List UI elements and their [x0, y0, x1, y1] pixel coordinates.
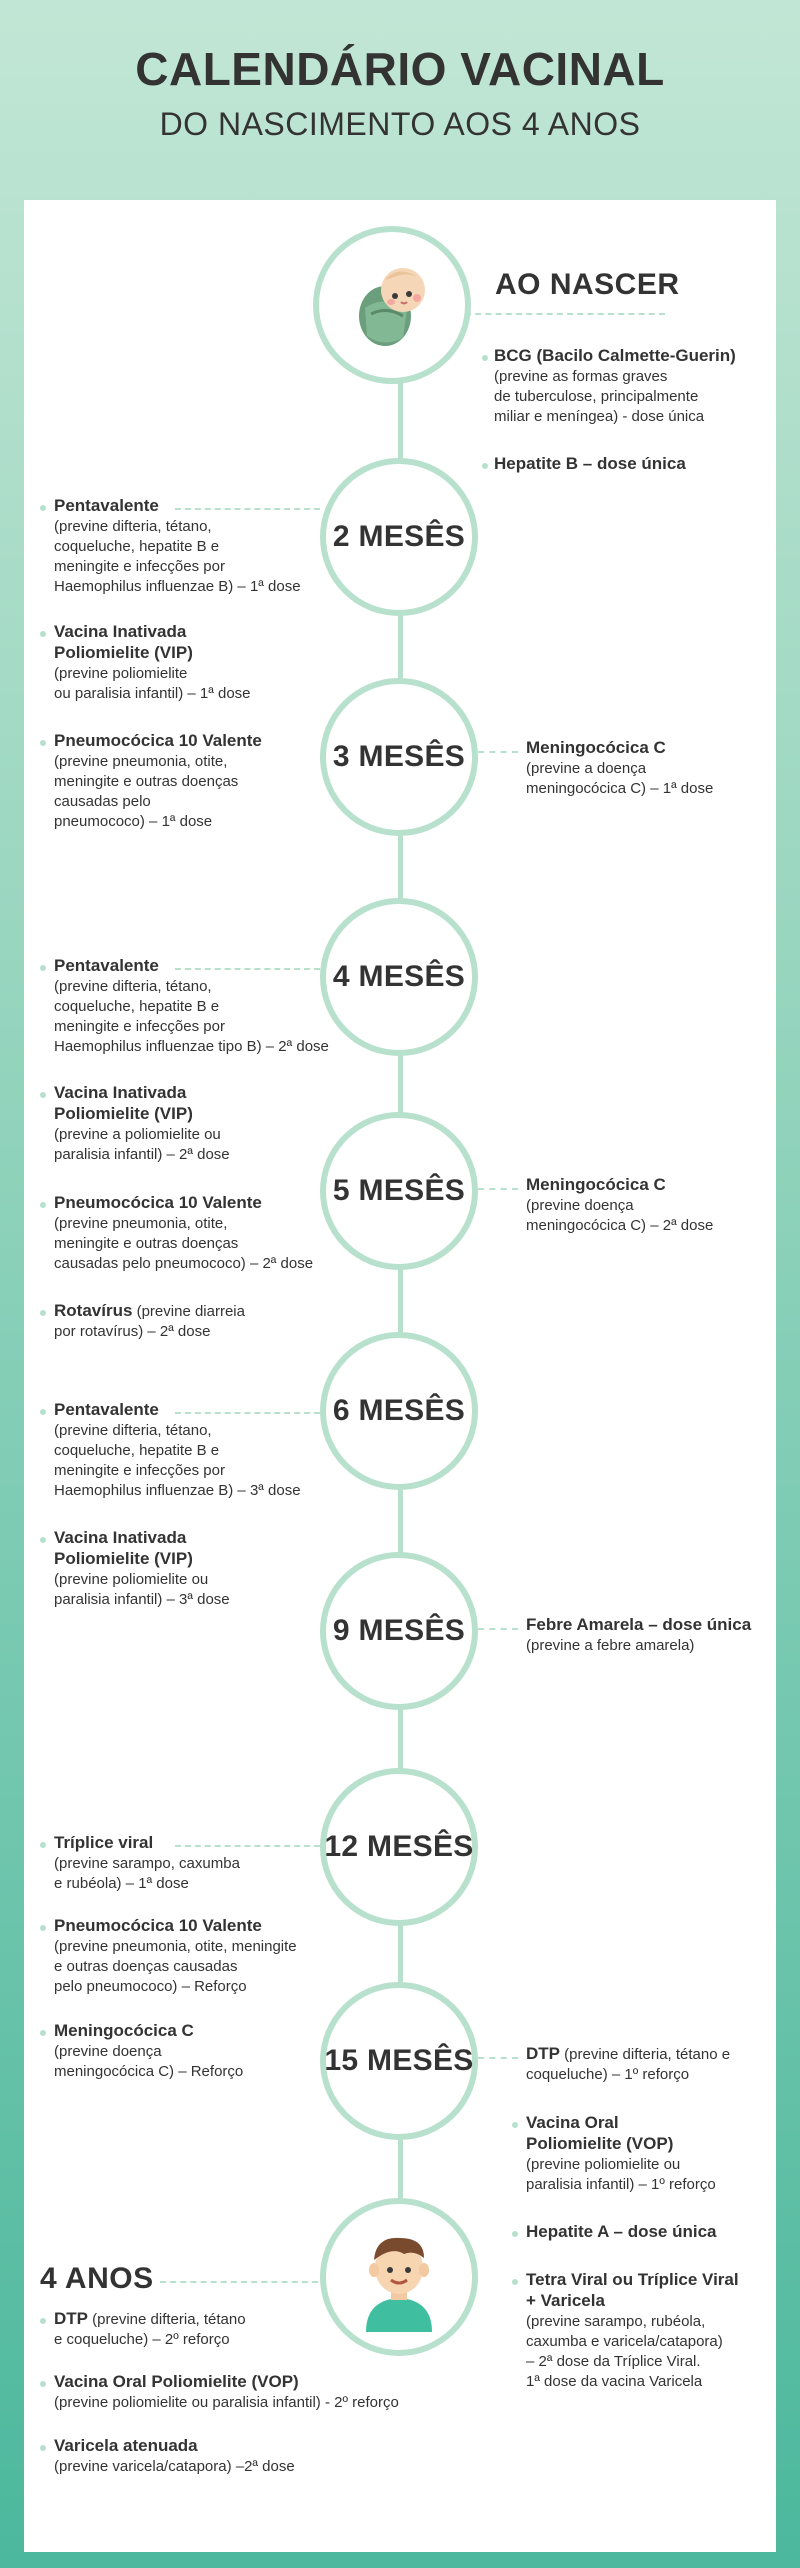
vaccine-name: Pentavalente	[54, 496, 159, 515]
vaccine-vip-2: Vacina Inativada Poliomielite (VIP) (previne a poliomielite ou paralisia infantil) – 2ª dose	[54, 1083, 230, 1163]
bullet	[482, 355, 488, 361]
bullet	[40, 1310, 46, 1316]
vaccine-vip-1: Vacina Inativada Poliomielite (VIP) (previne poliomielite ou paralisia infantil) – 1ª dose	[54, 622, 251, 702]
age-nascer: AO NASCER	[495, 268, 680, 301]
bullet	[40, 505, 46, 511]
vaccine-pneumococica-2: Pneumocócica 10 Valente (previne pneumonia, otite, meningite e outras doenças causadas pelo pneumococo) – 2ª dose	[54, 1193, 314, 1272]
bullet	[512, 2279, 518, 2285]
circle-3-meses	[320, 678, 478, 836]
bullet	[40, 1092, 46, 1098]
header	[0, 0, 800, 200]
vaccine-bcg: BCG (Bacilo Calmette-Guerin) (previne as formas graves de tuberculose, principalmente miliar e meníngea) - dose única	[494, 346, 736, 425]
bullet	[40, 965, 46, 971]
age-3-meses: 3 MESÊS	[332, 740, 466, 773]
age-15-meses: 15 MESÊS	[324, 2044, 474, 2077]
bullet	[40, 1409, 46, 1415]
vaccine-vop-1: Vacina Oral Poliomielite (VOP) (previne poliomielite ou paralisia infantil) – 1º reforço	[526, 2113, 716, 2193]
bullet	[482, 463, 488, 469]
bullet	[40, 740, 46, 746]
vaccine-pneumococica-1: Pneumocócica 10 Valente (previne pneumonia, otite, meningite e outras doenças causadas pelo pneumococo) – 1ª dose	[54, 731, 262, 830]
connector	[465, 313, 665, 315]
baby-icon	[337, 250, 447, 360]
vaccine-pentavalente-3: Pentavalente (previne difteria, tétano, coqueluche, hepatite B e meningite e infecções por Haemophilus influenzae B) – 3ª dose	[54, 1400, 301, 1499]
vaccine-vip-3: Vacina Inativada Poliomielite (VIP) (previne poliomielite ou paralisia infantil) – 3ª dose	[54, 1528, 230, 1608]
bullet	[40, 1202, 46, 1208]
vaccine-pentavalente-2: Pentavalente (previne difteria, tétano, coqueluche, hepatite B e meningite e infecções por Haemophilus influenzae tipo B) – 2ª dose	[54, 956, 329, 1055]
vaccine-pentavalente-1: Pentavalente (previne difteria, tétano, coqueluche, hepatite B e meningite e infecções por Haemophilus influenzae B) – 1ª dose	[54, 496, 301, 595]
vaccine-tetra-viral: Tetra Viral ou Tríplice Viral + Varicela (previne sarampo, rubéola, caxumba e varicela/catapora) – 2ª dose da Tríplice Viral. 1ª dose da vacina Varicela	[526, 2270, 739, 2390]
connector	[478, 2057, 518, 2059]
vaccine-meningococica-2: Meningocócica C (previne doença meningocócica C) – 2ª dose	[526, 1175, 714, 1234]
circle-12-meses	[320, 1768, 478, 1926]
bullet	[40, 1537, 46, 1543]
vaccine-name: BCG (Bacilo Calmette-Guerin)	[494, 346, 736, 365]
bullet	[40, 1842, 46, 1848]
circle-5-meses	[320, 1112, 478, 1270]
page-title: CALENDÁRIO VACINAL	[135, 43, 665, 95]
connector	[478, 1188, 518, 1190]
age-5-meses: 5 MESÊS	[332, 1174, 466, 1207]
vaccine-meningococica-reforco: Meningocócica C (previne doença meningocócica C) – Reforço	[54, 2021, 244, 2080]
vaccine-dtp-2: DTP (previne difteria, tétano e coqueluche) – 2º reforço	[54, 2309, 246, 2348]
age-4-meses: 4 MESÊS	[332, 960, 466, 993]
age-12-meses: 12 MESÊS	[324, 1830, 474, 1863]
vaccine-hepatite-a: Hepatite A – dose única	[526, 2222, 717, 2241]
circle-15-meses	[320, 1982, 478, 2140]
vaccine-pneumococica-reforco: Pneumocócica 10 Valente (previne pneumonia, otite, meningite e outras doenças causadas pelo pneumococo) – Reforço	[54, 1916, 297, 1995]
bullet	[512, 2231, 518, 2237]
bullet	[40, 2445, 46, 2451]
age-9-meses: 9 MESÊS	[332, 1614, 466, 1647]
vaccine-febre-amarela: Febre Amarela – dose única (previne a febre amarela)	[526, 1615, 752, 1654]
circle-4-meses	[320, 898, 478, 1056]
connector	[478, 751, 518, 753]
bullet	[40, 2030, 46, 2036]
bullet	[512, 2122, 518, 2128]
vaccine-rotavirus: Rotavírus (previne diarreia por rotavírus) – 2ª dose	[54, 1301, 245, 1340]
circle-nascer	[313, 226, 471, 384]
age-6-meses: 6 MESÊS	[332, 1394, 466, 1427]
age-2-meses: 2 MESÊS	[332, 520, 466, 553]
vaccine-dtp-1: DTP (previne difteria, tétano e coqueluche) – 1º reforço	[526, 2044, 731, 2083]
vaccine-triplice-viral: Tríplice viral (previne sarampo, caxumba e rubéola) – 1ª dose	[54, 1833, 240, 1892]
connector	[160, 2281, 318, 2283]
age-4-anos: 4 ANOS	[40, 2262, 154, 2295]
vaccine-name: Hepatite B – dose única	[494, 454, 686, 473]
child-icon	[344, 2222, 454, 2332]
vaccine-varicela: Varicela atenuada (previne varicela/catapora) –2ª dose	[54, 2436, 295, 2475]
bullet	[40, 1925, 46, 1931]
circle-2-meses	[320, 458, 478, 616]
connector	[478, 1628, 518, 1630]
page-subtitle: DO NASCIMENTO AOS 4 ANOS	[159, 106, 641, 142]
bullet	[40, 631, 46, 637]
vaccine-hepatite-b	[494, 454, 686, 475]
vaccine-vop-2: Vacina Oral Poliomielite (VOP) (previne poliomielite ou paralisia infantil) - 2º reforço	[54, 2372, 399, 2411]
bullet	[40, 2381, 46, 2387]
bullet	[40, 2318, 46, 2324]
circle-6-meses	[320, 1332, 478, 1490]
vaccine-meningococica-1: Meningocócica C (previne a doença meningocócica C) – 1ª dose	[526, 738, 714, 797]
circle-4-anos	[320, 2198, 478, 2356]
circle-9-meses	[320, 1552, 478, 1710]
